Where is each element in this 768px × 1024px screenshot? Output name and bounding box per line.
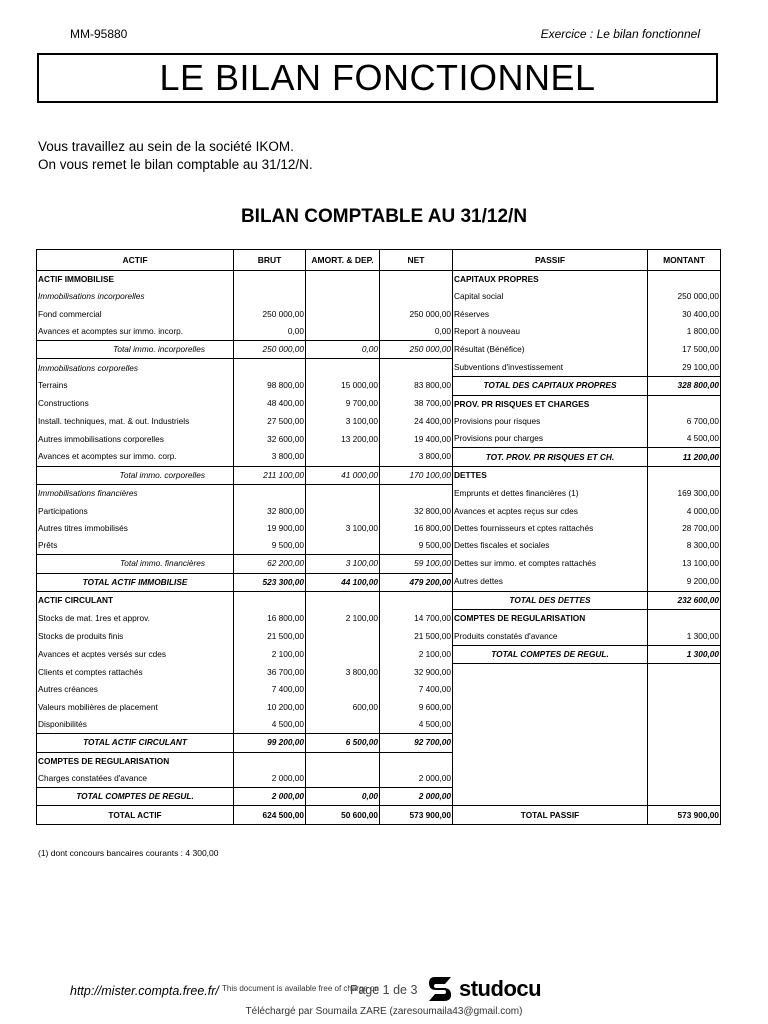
- amort-value: [306, 591, 380, 609]
- brut-value: 7 400,00: [234, 681, 306, 698]
- actif-label: Autres créances: [37, 681, 234, 698]
- montant-value: [648, 716, 721, 734]
- montant-value: 29 100,00: [648, 359, 721, 377]
- brut-value: 99 200,00: [234, 734, 306, 752]
- table-row: [37, 466, 721, 484]
- amort-value: [306, 359, 380, 377]
- montant-value: 4 000,00: [648, 502, 721, 519]
- passif-label: [453, 734, 648, 752]
- brut-value: 27 500,00: [234, 413, 306, 430]
- table-row: [37, 699, 721, 716]
- actif-label: TOTAL ACTIF IMMOBILISE: [37, 573, 234, 591]
- montant-value: [648, 395, 721, 413]
- actif-label: Immobilisations corporelles: [37, 359, 234, 377]
- brut-value: 250 000,00: [234, 341, 306, 359]
- table-row: [37, 716, 721, 734]
- table-row: [37, 591, 721, 609]
- net-value: 32 800,00: [380, 502, 453, 519]
- balance-sheet-table: [36, 249, 721, 825]
- net-value: [380, 288, 453, 305]
- montant-value: 28 700,00: [648, 520, 721, 537]
- actif-label: Participations: [37, 502, 234, 519]
- montant-value: 17 500,00: [648, 341, 721, 359]
- brut-value: 2 000,00: [234, 788, 306, 806]
- table-row: [37, 341, 721, 359]
- amort-value: [306, 323, 380, 341]
- brut-value: 21 500,00: [234, 627, 306, 645]
- passif-label: Dettes fiscales et sociales: [453, 537, 648, 555]
- brut-value: 16 800,00: [234, 610, 306, 628]
- montant-value: [648, 681, 721, 698]
- table-row: [37, 271, 721, 289]
- net-value: 479 200,00: [380, 573, 453, 591]
- studocu-wordmark: studocu: [459, 976, 542, 1001]
- montant-value: 11 200,00: [648, 448, 721, 466]
- amort-value: [306, 485, 380, 503]
- actif-label: Immobilisations financières: [37, 485, 234, 503]
- table-row: [37, 752, 721, 770]
- table-row: [37, 485, 721, 503]
- passif-label: Produits constatés d'avance: [453, 627, 648, 645]
- amort-value: [306, 681, 380, 698]
- footer-availability: This document is available free of charge on: [222, 984, 379, 993]
- brut-value: 32 800,00: [234, 502, 306, 519]
- montant-value: 9 200,00: [648, 573, 721, 591]
- passif-label: Résultat (Bénéfice): [453, 341, 648, 359]
- brut-value: 2 000,00: [234, 770, 306, 788]
- col-header-montant: MONTANT: [648, 250, 721, 271]
- amort-value: [306, 627, 380, 645]
- passif-label: [453, 752, 648, 770]
- brut-value: 3 800,00: [234, 448, 306, 466]
- col-header-actif: ACTIF: [37, 250, 234, 271]
- brut-value: 2 100,00: [234, 645, 306, 663]
- net-value: 83 800,00: [380, 377, 453, 395]
- amort-value: [306, 448, 380, 466]
- table-row: [37, 502, 721, 519]
- studocu-logo: [425, 974, 541, 1004]
- table-row: [37, 306, 721, 323]
- table-row: [37, 645, 721, 663]
- net-value: 0,00: [380, 323, 453, 341]
- actif-label: Valeurs mobilières de placement: [37, 699, 234, 716]
- net-value: 4 500,00: [380, 716, 453, 734]
- montant-value: [648, 788, 721, 806]
- table-row: [37, 770, 721, 788]
- actif-label: Install. techniques, mat. & out. Industriels: [37, 413, 234, 430]
- montant-value: 8 300,00: [648, 537, 721, 555]
- montant-value: [648, 752, 721, 770]
- brut-value: 98 800,00: [234, 377, 306, 395]
- amort-value: 6 500,00: [306, 734, 380, 752]
- actif-label: Avances et acptes versés sur cdes: [37, 645, 234, 663]
- table-row: [37, 288, 721, 305]
- montant-value: 30 400,00: [648, 306, 721, 323]
- passif-label: [453, 664, 648, 682]
- passif-label: Report à nouveau: [453, 323, 648, 341]
- montant-value: 13 100,00: [648, 555, 721, 573]
- amort-value: 3 100,00: [306, 520, 380, 537]
- actif-label: Autres immobilisations corporelles: [37, 430, 234, 448]
- montant-value: 1 800,00: [648, 323, 721, 341]
- actif-label: ACTIF CIRCULANT: [37, 591, 234, 609]
- passif-label: [453, 770, 648, 788]
- actif-label: Terrains: [37, 377, 234, 395]
- net-value: 19 400,00: [380, 430, 453, 448]
- passif-label: TOTAL DES DETTES: [453, 591, 648, 609]
- passif-label: TOTAL COMPTES DE REGUL.: [453, 645, 648, 663]
- montant-value: [648, 699, 721, 716]
- passif-label: Autres dettes: [453, 573, 648, 591]
- net-value: 38 700,00: [380, 395, 453, 413]
- montant-value: 169 300,00: [648, 485, 721, 503]
- amort-value: [306, 537, 380, 555]
- brut-value: 10 200,00: [234, 699, 306, 716]
- brut-value: 4 500,00: [234, 716, 306, 734]
- net-value: 32 900,00: [380, 664, 453, 682]
- montant-value: 1 300,00: [648, 645, 721, 663]
- brut-value: 19 900,00: [234, 520, 306, 537]
- net-value: 2 000,00: [380, 770, 453, 788]
- table-row: [37, 664, 721, 682]
- footnote: (1) dont concours bancaires courants : 4 300,00: [38, 848, 219, 858]
- montant-value: [648, 610, 721, 628]
- actif-label: Disponibilités: [37, 716, 234, 734]
- actif-label: Autres titres immobilisés: [37, 520, 234, 537]
- amort-value: 41 000,00: [306, 466, 380, 484]
- net-value: [380, 591, 453, 609]
- brut-value: 48 400,00: [234, 395, 306, 413]
- actif-label: Immobilisations incorporelles: [37, 288, 234, 305]
- col-header-brut: BRUT: [234, 250, 306, 271]
- amort-value: [306, 716, 380, 734]
- table-header-row: [37, 250, 721, 271]
- passif-label: DETTES: [453, 466, 648, 484]
- col-header-net: NET: [380, 250, 453, 271]
- net-value: 2 000,00: [380, 788, 453, 806]
- net-value: 170 100,00: [380, 466, 453, 484]
- actif-label: Total immo. corporelles: [37, 466, 234, 484]
- passif-label: TOTAL PASSIF: [453, 806, 648, 824]
- intro-line: On vous remet le bilan comptable au 31/12/N.: [38, 157, 313, 172]
- amort-value: 3 100,00: [306, 555, 380, 573]
- actif-label: Stocks de produits finis: [37, 627, 234, 645]
- table-row: [37, 430, 721, 448]
- actif-label: TOTAL ACTIF: [37, 806, 234, 824]
- passif-label: Dettes fournisseurs et cptes rattachés: [453, 520, 648, 537]
- footer-url[interactable]: http://mister.compta.free.fr/: [70, 984, 219, 998]
- actif-label: ACTIF IMMOBILISE: [37, 271, 234, 289]
- table-row: [37, 806, 721, 824]
- actif-label: Avances et acomptes sur immo. corp.: [37, 448, 234, 466]
- passif-label: Réserves: [453, 306, 648, 323]
- actif-label: Prêts: [37, 537, 234, 555]
- intro-text: [38, 138, 313, 174]
- table-row: [37, 448, 721, 466]
- amort-value: [306, 306, 380, 323]
- net-value: 59 100,00: [380, 555, 453, 573]
- passif-label: [453, 699, 648, 716]
- brut-value: 32 600,00: [234, 430, 306, 448]
- amort-value: 50 600,00: [306, 806, 380, 824]
- passif-label: Capital social: [453, 288, 648, 305]
- montant-value: [648, 770, 721, 788]
- montant-value: 6 700,00: [648, 413, 721, 430]
- montant-value: [648, 271, 721, 289]
- brut-value: [234, 271, 306, 289]
- actif-label: Constructions: [37, 395, 234, 413]
- net-value: 21 500,00: [380, 627, 453, 645]
- montant-value: 573 900,00: [648, 806, 721, 824]
- table-row: [37, 627, 721, 645]
- net-value: 7 400,00: [380, 681, 453, 698]
- net-value: 16 800,00: [380, 520, 453, 537]
- amort-value: [306, 271, 380, 289]
- table-row: [37, 520, 721, 537]
- net-value: [380, 752, 453, 770]
- table-row: [37, 359, 721, 377]
- actif-label: Charges constatées d'avance: [37, 770, 234, 788]
- net-value: 3 800,00: [380, 448, 453, 466]
- table-row: [37, 555, 721, 573]
- actif-label: TOTAL ACTIF CIRCULANT: [37, 734, 234, 752]
- amort-value: 2 100,00: [306, 610, 380, 628]
- passif-label: [453, 788, 648, 806]
- amort-value: [306, 752, 380, 770]
- amort-value: 0,00: [306, 788, 380, 806]
- passif-label: Subventions d'investissement: [453, 359, 648, 377]
- net-value: 2 100,00: [380, 645, 453, 663]
- actif-label: Fond commercial: [37, 306, 234, 323]
- passif-label: [453, 716, 648, 734]
- amort-value: 3 100,00: [306, 413, 380, 430]
- balance-sheet-title: BILAN COMPTABLE AU 31/12/N: [240, 206, 528, 227]
- actif-label: TOTAL COMPTES DE REGUL.: [37, 788, 234, 806]
- montant-value: 250 000,00: [648, 288, 721, 305]
- actif-label: Stocks de mat. 1res et approv.: [37, 610, 234, 628]
- passif-label: PROV. PR RISQUES ET CHARGES: [453, 395, 648, 413]
- net-value: 250 000,00: [380, 341, 453, 359]
- net-value: [380, 359, 453, 377]
- amort-value: [306, 770, 380, 788]
- actif-label: COMPTES DE REGULARISATION: [37, 752, 234, 770]
- montant-value: [648, 466, 721, 484]
- page-number: Page 1 de 3: [350, 983, 418, 997]
- amort-value: 0,00: [306, 341, 380, 359]
- passif-label: COMPTES DE REGULARISATION: [453, 610, 648, 628]
- exercise-label: Exercice : Le bilan fonctionnel: [540, 27, 700, 41]
- amort-value: 44 100,00: [306, 573, 380, 591]
- table-row: [37, 573, 721, 591]
- net-value: 24 400,00: [380, 413, 453, 430]
- passif-label: [453, 681, 648, 698]
- net-value: 92 700,00: [380, 734, 453, 752]
- net-value: 573 900,00: [380, 806, 453, 824]
- brut-value: 9 500,00: [234, 537, 306, 555]
- amort-value: [306, 645, 380, 663]
- brut-value: 62 200,00: [234, 555, 306, 573]
- brut-value: 0,00: [234, 323, 306, 341]
- passif-label: CAPITAUX PROPRES: [453, 271, 648, 289]
- actif-label: Total immo. incorporelles: [37, 341, 234, 359]
- passif-label: TOTAL DES CAPITAUX PROPRES: [453, 377, 648, 395]
- passif-label: Emprunts et dettes financières (1): [453, 485, 648, 503]
- passif-label: Avances et acptes reçus sur cdes: [453, 502, 648, 519]
- table-row: [37, 323, 721, 341]
- col-header-amort: AMORT. & DEP.: [306, 250, 380, 271]
- table-row: [37, 395, 721, 413]
- table-row: [37, 788, 721, 806]
- table-row: [37, 610, 721, 628]
- page-title: LE BILAN FONCTIONNEL: [37, 53, 718, 103]
- passif-label: Provisions pour risques: [453, 413, 648, 430]
- montant-value: 232 600,00: [648, 591, 721, 609]
- net-value: 9 600,00: [380, 699, 453, 716]
- table-row: [37, 413, 721, 430]
- studocu-icon: [425, 974, 455, 1004]
- actif-label: Avances et acomptes sur immo. incorp.: [37, 323, 234, 341]
- table-row: [37, 537, 721, 555]
- net-value: 250 000,00: [380, 306, 453, 323]
- document-ref: MM-95880: [70, 27, 128, 41]
- montant-value: 328 800,00: [648, 377, 721, 395]
- brut-value: [234, 288, 306, 305]
- brut-value: 211 100,00: [234, 466, 306, 484]
- table-row: [37, 734, 721, 752]
- montant-value: [648, 734, 721, 752]
- amort-value: 3 800,00: [306, 664, 380, 682]
- montant-value: [648, 664, 721, 682]
- brut-value: [234, 485, 306, 503]
- amort-value: 600,00: [306, 699, 380, 716]
- net-value: [380, 271, 453, 289]
- col-header-passif: PASSIF: [453, 250, 648, 271]
- table-row: [37, 377, 721, 395]
- download-credit: Téléchargé par Soumaila ZARE (zaresoumaila43@gmail.com): [245, 1006, 523, 1017]
- brut-value: [234, 591, 306, 609]
- amort-value: [306, 502, 380, 519]
- table-row: [37, 681, 721, 698]
- amort-value: 13 200,00: [306, 430, 380, 448]
- amort-value: 9 700,00: [306, 395, 380, 413]
- brut-value: 624 500,00: [234, 806, 306, 824]
- net-value: 9 500,00: [380, 537, 453, 555]
- brut-value: [234, 752, 306, 770]
- actif-label: Total immo. financières: [37, 555, 234, 573]
- net-value: [380, 485, 453, 503]
- montant-value: 1 300,00: [648, 627, 721, 645]
- actif-label: Clients et comptes rattachés: [37, 664, 234, 682]
- montant-value: 4 500,00: [648, 430, 721, 448]
- brut-value: 250 000,00: [234, 306, 306, 323]
- intro-line: Vous travaillez au sein de la société IKOM.: [38, 139, 294, 154]
- net-value: 14 700,00: [380, 610, 453, 628]
- brut-value: [234, 359, 306, 377]
- amort-value: [306, 288, 380, 305]
- brut-value: 523 300,00: [234, 573, 306, 591]
- brut-value: 36 700,00: [234, 664, 306, 682]
- passif-label: Provisions pour charges: [453, 430, 648, 448]
- passif-label: TOT. PROV. PR RISQUES ET CH.: [453, 448, 648, 466]
- passif-label: Dettes sur immo. et comptes rattachés: [453, 555, 648, 573]
- amort-value: 15 000,00: [306, 377, 380, 395]
